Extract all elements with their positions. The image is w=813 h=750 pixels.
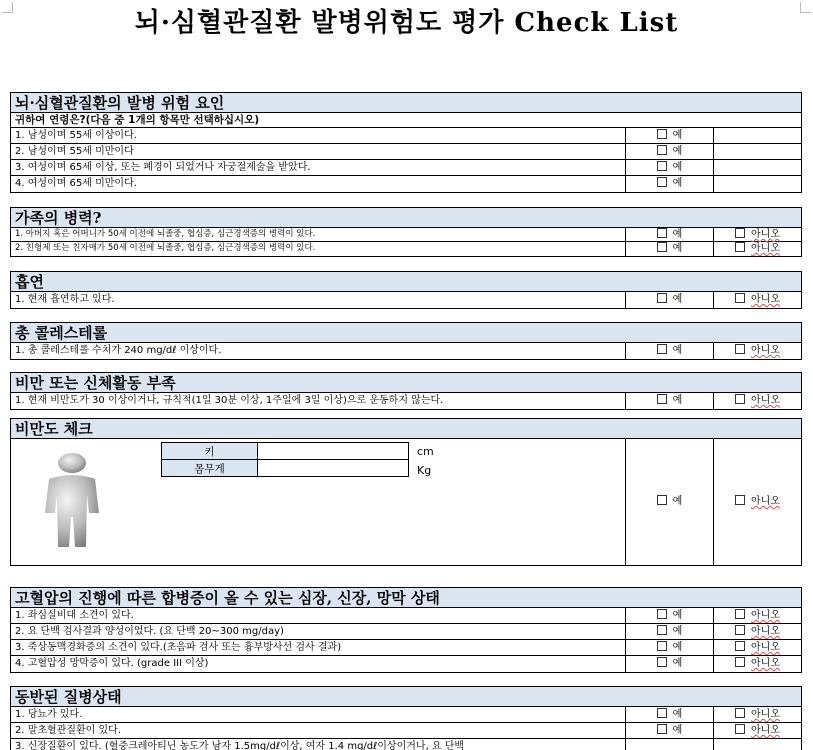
table-row [11,739,801,750]
no-option[interactable]: 아니오 [714,242,801,256]
table-row [11,393,801,409]
no-option[interactable]: 아니오 [714,393,801,409]
section-heading: 총 콜레스테롤 [11,323,801,343]
question-text: 1. 현재 비만도가 30 이상이거나, 규칙적(1일 30분 이상, 1주일에 3일 이상)으로 운동하지 않는다. [11,393,626,409]
question-text: 1. 당뇨가 있다. [11,707,626,722]
height-label: 키 [162,443,258,460]
section-bmi-check [10,418,802,566]
yes-option[interactable]: 예 [626,707,714,722]
question-text: 1. 좌심실비대 소견이 있다. [11,608,626,623]
measurement-table [161,442,409,477]
question-text: 2. 남성이며 55세 미만이다 [11,144,626,159]
checkbox-icon[interactable] [735,609,745,619]
checkbox-icon[interactable] [657,708,667,718]
checkbox-icon[interactable] [657,177,667,187]
section-heading: 가족의 병력? [11,208,801,228]
no-option[interactable]: 아니오 [714,656,801,672]
empty-cell [714,739,801,750]
question-text: 2. 말초혈관질환이 있다. [11,723,626,738]
section-heading: 동반된 질병상태 [11,687,801,707]
checkbox-icon[interactable] [735,394,745,404]
checkbox-icon[interactable] [657,228,667,238]
yes-option[interactable]: 예 [626,723,714,738]
section-heading: 비만 또는 신체활동 부족 [11,373,801,393]
yes-option[interactable]: 예 [626,176,714,192]
question-text: 3. 죽상동맥경화증의 소견이 있다.(초음파 검사 또는 흉부방사선 검사 결과) [11,640,626,655]
checkbox-icon[interactable] [735,344,745,354]
table-row [11,624,801,640]
checkbox-icon[interactable] [657,657,667,667]
checkbox-icon[interactable] [735,242,745,252]
checkbox-icon[interactable] [735,724,745,734]
weight-unit: Kg [417,464,432,477]
checkbox-icon[interactable] [657,242,667,252]
yes-option[interactable]: 예 [626,292,714,308]
table-row [11,343,801,359]
table-row [11,228,801,242]
yes-option[interactable]: 예 [626,144,714,159]
yes-option[interactable]: 예 [626,128,714,143]
bmi-row [11,439,801,565]
no-option[interactable]: 아니오 [714,723,801,738]
checkbox-icon[interactable] [735,293,745,303]
checkbox-icon[interactable] [657,129,667,139]
checkbox-icon[interactable] [657,145,667,155]
height-input[interactable] [258,443,409,460]
checkbox-icon[interactable] [657,394,667,404]
question-text: 4. 여성이며 65세 미만이다. [11,176,626,192]
empty-cell [714,176,801,192]
empty-cell [626,739,714,750]
yes-option[interactable]: 예 [626,343,714,359]
table-row [11,176,801,192]
section-smoking [10,271,802,309]
checkbox-icon[interactable] [657,344,667,354]
question-text: 3. 신장질환이 있다. (혈중크레아티닌 농도가 남자 1.5mg/dℓ이상, 여자 1.4 mg/dℓ이상이거나, 요 단백 [11,739,626,750]
checkbox-icon[interactable] [657,161,667,171]
weight-label: 몸무게 [162,460,258,477]
section-heading: 비만도 체크 [11,419,801,439]
empty-cell [714,128,801,143]
table-row [11,707,801,723]
table-row [11,128,801,144]
checkbox-icon[interactable] [735,495,745,505]
section-heading: 흡연 [11,272,801,292]
section-heading: 고혈압의 진행에 따른 합병증이 올 수 있는 심장, 신장, 망막 상태 [11,588,801,608]
question-text: 1. 총 콜레스테롤 수치가 240 mg/dℓ 이상이다. [11,343,626,359]
table-row [11,160,801,176]
section-hypertension-complications [10,587,802,673]
yes-option[interactable]: 예 [626,656,714,672]
section-heading: 뇌·심혈관질환의 발병 위험 요인 [11,93,801,113]
no-option[interactable]: 아니오 [714,640,801,655]
question-text: 2. 친형제 또는 친자매가 50세 이전에 뇌졸중, 협심증, 심근경색증의 병력이 있다. [11,242,626,256]
no-option[interactable]: 아니오 [714,343,801,359]
section-family-history [10,207,802,257]
question-text: 4. 고혈압성 망막증이 있다. (grade III 이상) [11,656,626,672]
section-cholesterol [10,322,802,360]
no-option[interactable]: 아니오 [714,624,801,639]
checkbox-icon[interactable] [735,641,745,651]
question-text: 2. 요 단백 검사결과 양성이었다. (요 단백 20~300 mg/day) [11,624,626,639]
no-option[interactable]: 아니오 [714,439,801,565]
checkbox-icon[interactable] [735,708,745,718]
bmi-input-area [11,439,626,565]
checkbox-icon[interactable] [657,609,667,619]
table-row [11,723,801,739]
yes-option[interactable]: 예 [626,393,714,409]
yes-option[interactable]: 예 [626,160,714,175]
checkbox-icon[interactable] [735,657,745,667]
table-row [11,656,801,672]
checkbox-icon[interactable] [735,625,745,635]
checkbox-icon[interactable] [657,495,667,505]
checkbox-icon[interactable] [657,724,667,734]
table-row [11,242,801,256]
checkbox-icon[interactable] [735,228,745,238]
no-option[interactable]: 아니오 [714,228,801,241]
question-text: 1. 남성이며 55세 이상이다. [11,128,626,143]
question-text: 3. 여성이며 65세 이상, 또는 폐경이 되었거나 자궁절제술을 받았다. [11,160,626,175]
yes-option[interactable]: 예 [626,640,714,655]
no-option[interactable]: 아니오 [714,707,801,722]
table-row [11,144,801,160]
body-figure-icon [39,451,105,551]
no-option[interactable]: 아니오 [714,608,801,623]
yes-option[interactable]: 예 [626,242,714,256]
table-row [11,640,801,656]
section-comorbid-disease [10,686,802,750]
yes-option[interactable]: 예 [626,228,714,241]
yes-option[interactable]: 예 [626,624,714,639]
no-option[interactable]: 아니오 [714,292,801,308]
question-text: 1. 아버지 혹은 어머니가 50세 이전에 뇌졸중, 협심증, 심근경색증의 병력이 있다. [11,228,626,241]
checkbox-icon[interactable] [657,641,667,651]
page-title: 뇌·심혈관질환 발병위험도 평가 Check List [134,8,679,38]
table-row [11,292,801,308]
empty-cell [714,160,801,175]
checkbox-icon[interactable] [657,625,667,635]
yes-option[interactable]: 예 [626,439,714,565]
section-obesity-activity [10,372,802,410]
section-subheading: 귀하여 연령은?(다음 중 1개의 항목만 선택하십시오) [11,113,801,128]
height-unit: cm [417,445,434,458]
yes-option[interactable]: 예 [626,608,714,623]
weight-input[interactable] [258,460,409,477]
question-text: 1. 현재 흡연하고 있다. [11,292,626,308]
table-row [11,608,801,624]
empty-cell [714,144,801,159]
checkbox-icon[interactable] [657,293,667,303]
section-risk-factors [10,92,802,193]
